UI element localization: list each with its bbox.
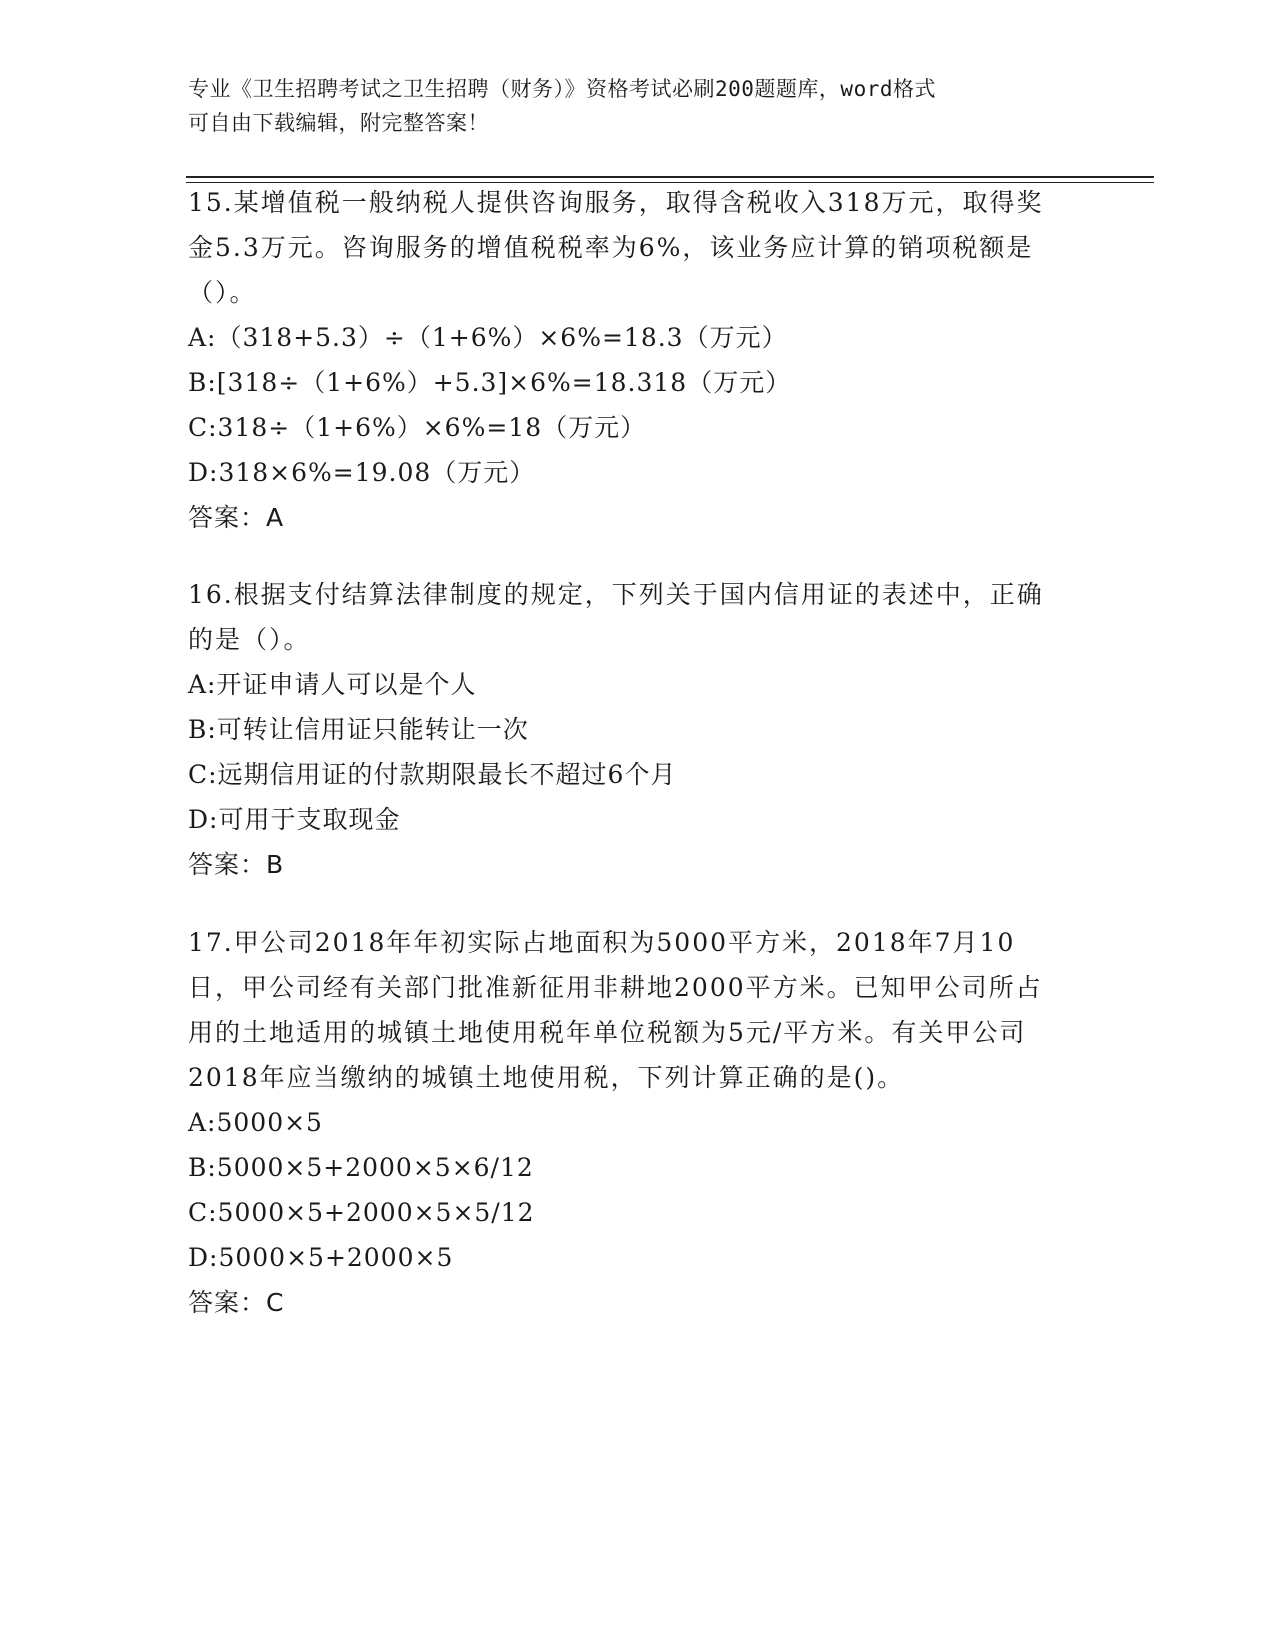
option-a: A:开证申请人可以是个人 [188, 670, 477, 699]
question-text: 16.根据支付结算法律制度的规定，下列关于国内信用证的表述中，正确的是（）。 [188, 580, 1044, 654]
answer: 答案：A [188, 503, 285, 532]
option-c: C:5000×5+2000×5×5/12 [188, 1198, 535, 1227]
question-text: 17.甲公司2018年年初实际占地面积为5000平方米，2018年7月10日，甲公司经有关部门批准新征用非耕地2000平方米。已知甲公司所占用的土地适用的城镇土地使用税年单位税额为5元/平方米。有关甲公司2018年应当缴纳的城镇土地使用税，下列计算正确的是()。 [188, 928, 1043, 1092]
option-b: B:5000×5+2000×5×6/12 [188, 1153, 534, 1182]
question-text: 15.某增值税一般纳税人提供咨询服务，取得含税收入318万元，取得奖金5.3万元。咨询服务的增值税税率为6%，该业务应计算的销项税额是（）。 [188, 188, 1044, 307]
option-a: A:（318+5.3）÷（1+6%）×6%=18.3（万元） [188, 323, 788, 352]
option-c: C:318÷（1+6%）×6%=18（万元） [188, 413, 647, 442]
question-16 [188, 572, 1068, 887]
option-b: B:[318÷（1+6%）+5.3]×6%=18.318（万元） [188, 368, 792, 397]
option-c: C:远期信用证的付款期限最长不超过6个月 [188, 760, 677, 789]
document-header [188, 72, 1068, 140]
header-line-1: 专业《卫生招聘考试之卫生招聘（财务）》资格考试必刷200题题库，word格式 [188, 77, 936, 101]
answer: 答案：C [188, 1288, 285, 1317]
header-divider-thick [186, 176, 1154, 178]
option-d: D:5000×5+2000×5 [188, 1243, 454, 1272]
header-line-2: 可自由下载编辑，附完整答案！ [188, 111, 489, 135]
option-d: D:318×6%=19.08（万元） [188, 458, 536, 487]
question-17 [188, 920, 1068, 1325]
option-d: D:可用于支取现金 [188, 805, 401, 834]
answer: 答案：B [188, 850, 285, 879]
question-15 [188, 180, 1068, 540]
option-b: B:可转让信用证只能转让一次 [188, 715, 529, 744]
option-a: A:5000×5 [188, 1108, 323, 1137]
